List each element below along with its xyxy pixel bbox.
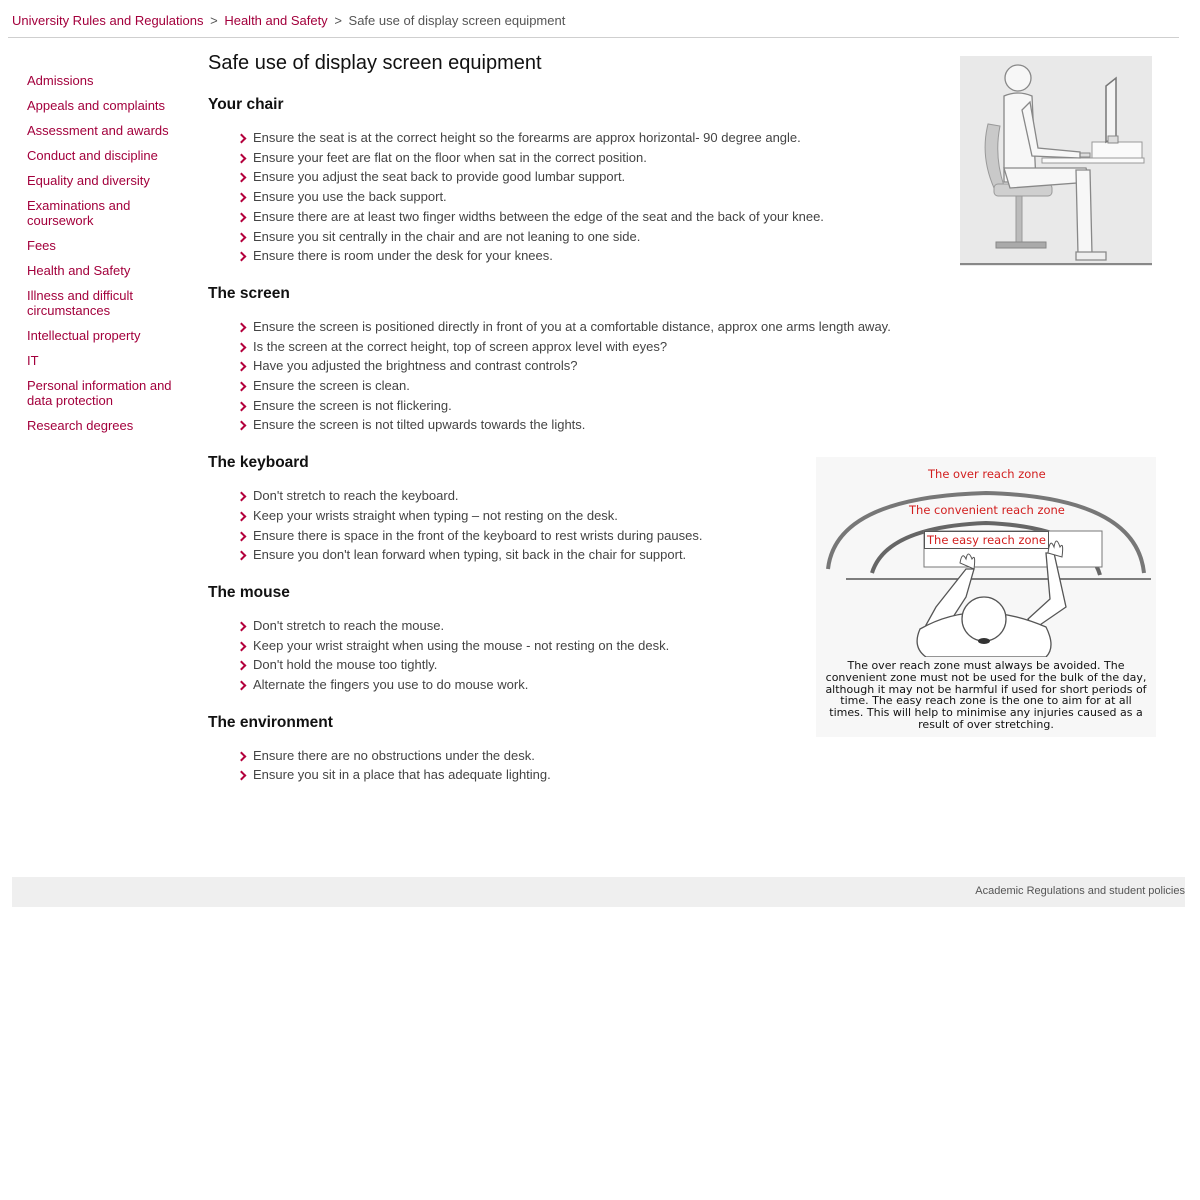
sidebar-item-it[interactable]: IT bbox=[27, 353, 39, 368]
page-title: Safe use of display screen equipment bbox=[208, 52, 542, 74]
sidebar-item-illness[interactable]: Illness and difficult circumstances bbox=[27, 288, 133, 318]
bullet-list bbox=[208, 128, 948, 266]
over-reach-zone-label: The over reach zone bbox=[928, 467, 1046, 481]
list-item: Ensure the screen is not tilted upwards towards the lights. bbox=[237, 415, 948, 435]
list-item: Ensure the screen is not flickering. bbox=[237, 396, 948, 416]
sidebar-item-personal-information[interactable]: Personal information and data protection bbox=[27, 378, 172, 408]
list-item: Ensure your feet are flat on the floor when sat in the correct position. bbox=[237, 148, 948, 168]
list-item: Ensure there is room under the desk for your knees. bbox=[237, 246, 948, 266]
sidebar-item bbox=[27, 418, 197, 433]
reach-zone-caption bbox=[816, 660, 1156, 731]
section-heading: The screen bbox=[208, 284, 290, 302]
list-item: Don't hold the mouse too tightly. bbox=[237, 655, 948, 675]
breadcrumb-separator: > bbox=[210, 13, 218, 28]
list-item: Have you adjusted the brightness and contrast controls? bbox=[237, 356, 948, 376]
seated-person-icon bbox=[960, 56, 1152, 266]
convenient-reach-zone-label: The convenient reach zone bbox=[909, 503, 1065, 517]
sidebar-item bbox=[27, 328, 197, 343]
breadcrumb-current: Safe use of display screen equipment bbox=[348, 13, 566, 28]
list-item: Don't stretch to reach the keyboard. bbox=[237, 486, 948, 506]
caption-line: convenient zone must not be used for the bulk of the day, bbox=[825, 670, 1147, 684]
sidebar-item bbox=[27, 198, 197, 228]
section-heading: The environment bbox=[208, 713, 333, 731]
section-heading: The mouse bbox=[208, 583, 290, 601]
list-item: Ensure you sit in a place that has adequate lighting. bbox=[237, 765, 948, 785]
caption-line: The over reach zone must always be avoided. The bbox=[847, 659, 1125, 672]
sidebar-item bbox=[27, 288, 197, 318]
breadcrumb-separator: > bbox=[334, 13, 342, 28]
sidebar-item-equality[interactable]: Equality and diversity bbox=[27, 173, 150, 188]
list-item: Ensure you use the back support. bbox=[237, 187, 948, 207]
list-item: Keep your wrists straight when typing – not resting on the desk. bbox=[237, 506, 948, 526]
list-item: Ensure you sit centrally in the chair and are not leaning to one side. bbox=[237, 227, 948, 247]
sidebar-nav bbox=[27, 73, 197, 443]
sidebar-item-research-degrees[interactable]: Research degrees bbox=[27, 418, 134, 433]
section-chair bbox=[208, 95, 948, 266]
list-item: Ensure the screen is clean. bbox=[237, 376, 948, 396]
sidebar-item bbox=[27, 173, 197, 188]
sidebar-item-examinations[interactable]: Examinations and coursework bbox=[27, 198, 131, 228]
sidebar-item bbox=[27, 238, 197, 253]
sidebar-item-assessment[interactable]: Assessment and awards bbox=[27, 123, 169, 138]
section-heading: The keyboard bbox=[208, 454, 309, 472]
list-item: Ensure there is space in the front of the keyboard to rest wrists during pauses. bbox=[237, 526, 948, 546]
bullet-list bbox=[208, 317, 948, 435]
caption-line: result of over stretching. bbox=[918, 717, 1054, 731]
list-item: Ensure the seat is at the correct height so the forearms are approx horizontal- 90 degree angle. bbox=[237, 128, 948, 148]
sidebar-item bbox=[27, 73, 197, 88]
caption-line: time. The easy reach zone is the one to aim for at all bbox=[840, 694, 1132, 708]
breadcrumb-link-university-rules[interactable]: University Rules and Regulations bbox=[12, 13, 204, 28]
sidebar-item-admissions[interactable]: Admissions bbox=[27, 73, 94, 88]
caption-line: times. This will help to minimise any injuries caused as a bbox=[829, 706, 1143, 720]
list-item: Ensure there are at least two finger widths between the edge of the seat and the back of your knee. bbox=[237, 207, 948, 227]
list-item: Keep your wrist straight when using the mouse - not resting on the desk. bbox=[237, 636, 948, 656]
footer-text: Academic Regulations and student policies bbox=[975, 885, 1185, 897]
list-item: Alternate the fingers you use to do mouse work. bbox=[237, 675, 948, 695]
bullet-list bbox=[208, 746, 948, 785]
sidebar-item-fees[interactable]: Fees bbox=[27, 238, 56, 253]
list-item: Ensure you adjust the seat back to provide good lumbar support. bbox=[237, 167, 948, 187]
list-item: Ensure there are no obstructions under the desk. bbox=[237, 746, 948, 766]
sidebar-item bbox=[27, 378, 197, 408]
header-divider bbox=[8, 37, 1179, 38]
sidebar-item bbox=[27, 98, 197, 113]
sidebar-item-conduct[interactable]: Conduct and discipline bbox=[27, 148, 158, 163]
sidebar-item bbox=[27, 353, 197, 368]
section-heading: Your chair bbox=[208, 96, 284, 113]
sidebar-item bbox=[27, 123, 197, 138]
easy-reach-zone-label: The easy reach zone bbox=[924, 531, 1049, 549]
section-screen bbox=[208, 284, 948, 435]
sidebar-item bbox=[27, 263, 197, 278]
reach-zones-icon bbox=[816, 457, 1156, 657]
list-item: Don't stretch to reach the mouse. bbox=[237, 616, 948, 636]
sidebar-item-intellectual-property[interactable]: Intellectual property bbox=[27, 328, 141, 343]
sidebar-item bbox=[27, 148, 197, 163]
reach-zone-diagram bbox=[816, 457, 1156, 737]
footer bbox=[12, 877, 1185, 907]
list-item: Ensure the screen is positioned directly in front of you at a comfortable distance, approx one arms length away. bbox=[237, 317, 948, 337]
breadcrumb bbox=[12, 13, 565, 28]
list-item: Ensure you don't lean forward when typing, sit back in the chair for support. bbox=[237, 545, 948, 565]
list-item: Is the screen at the correct height, top of screen approx level with eyes? bbox=[237, 337, 948, 357]
chair-posture-illustration bbox=[960, 56, 1152, 266]
caption-line: although it may not be harmful if used for short periods of bbox=[825, 682, 1147, 696]
sidebar-item-health-and-safety[interactable]: Health and Safety bbox=[27, 263, 131, 278]
sidebar-item-appeals[interactable]: Appeals and complaints bbox=[27, 98, 166, 113]
breadcrumb-link-health-and-safety[interactable]: Health and Safety bbox=[224, 13, 328, 28]
